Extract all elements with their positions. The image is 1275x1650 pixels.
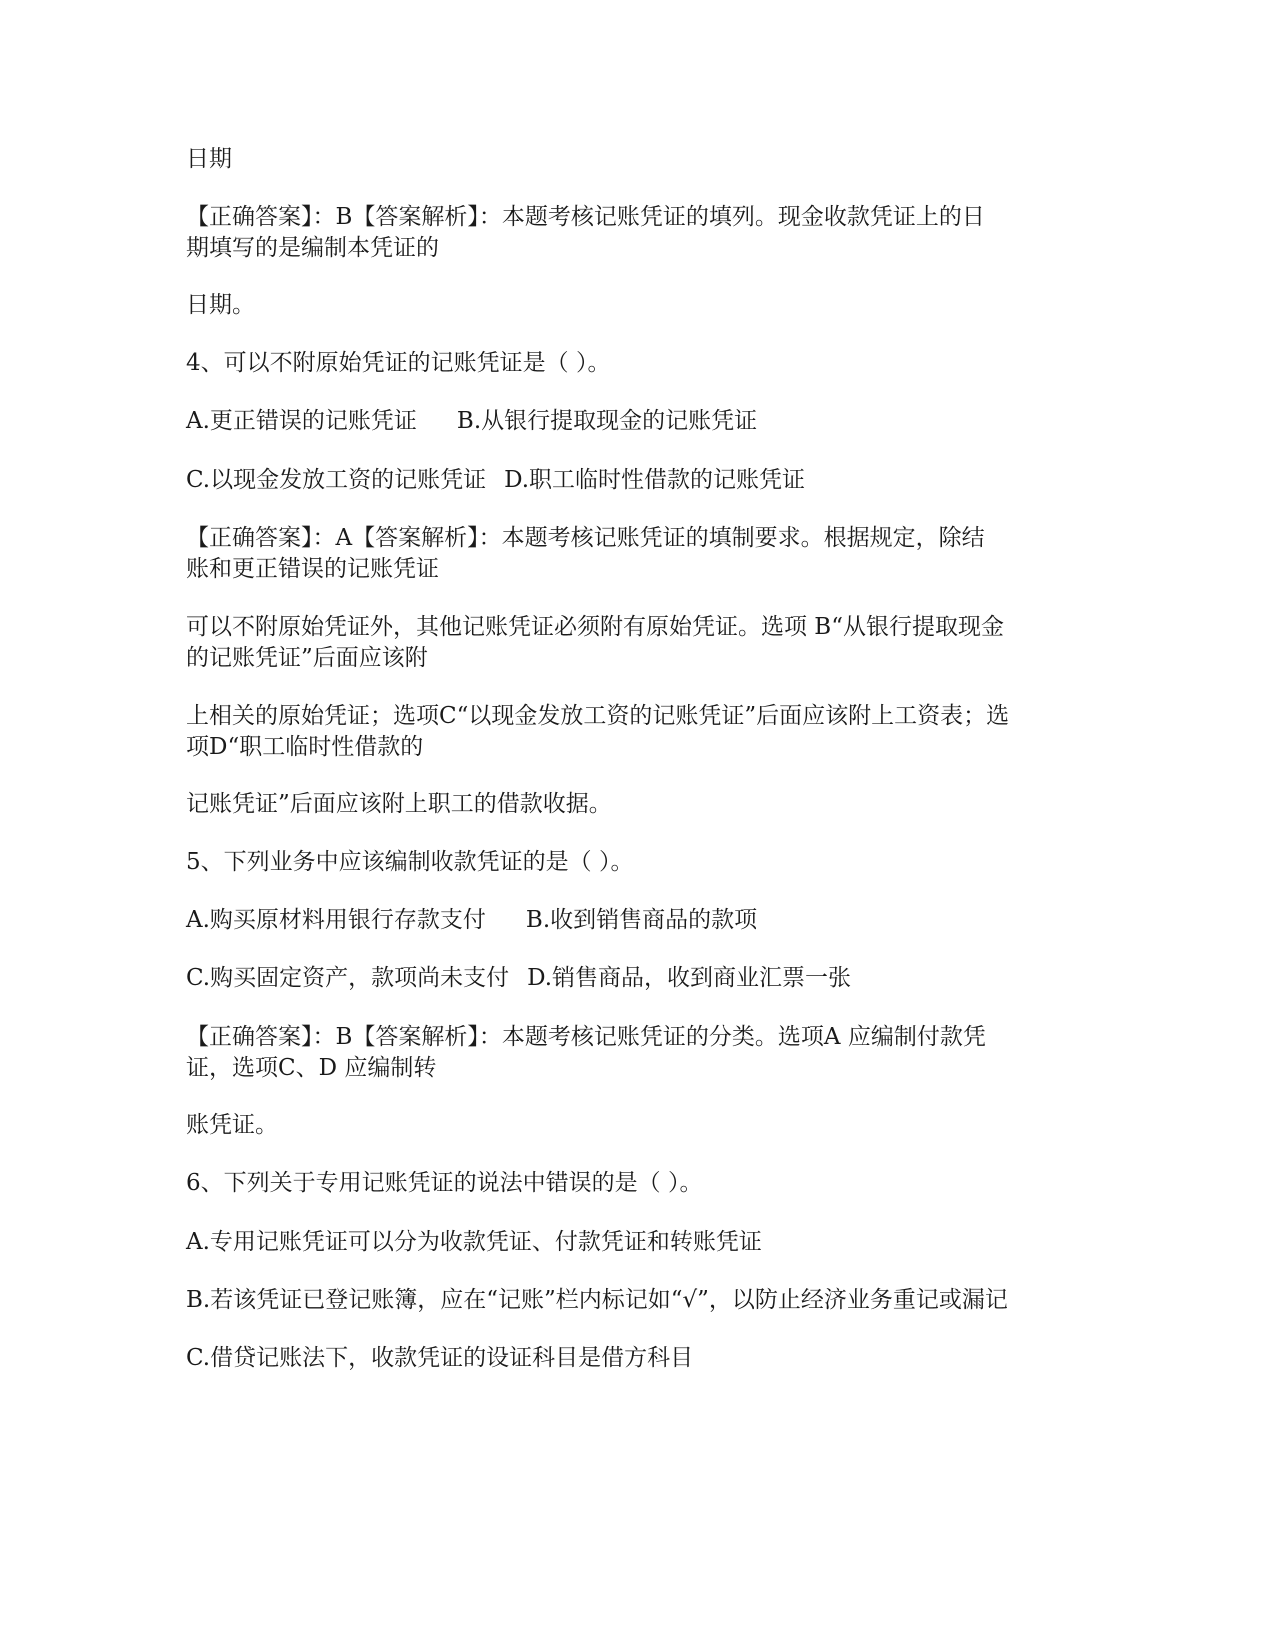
question-5: 5、下列业务中应该编制收款凭证的是（ ）。 [186, 849, 634, 875]
text-line: 日期。 [186, 292, 255, 318]
question-6: 6、下列关于专用记账凭证的说法中错误的是（ ）。 [186, 1170, 703, 1196]
option-d: D.销售商品，收到商业汇票一张 [527, 965, 852, 991]
text-line: 账凭证。 [186, 1112, 278, 1138]
option-a: A.专用记账凭证可以分为收款凭证、付款凭证和转账凭证 [186, 1229, 762, 1255]
answer-line: 【正确答案】：B【答案解析】：本题考核记账凭证的填列。现金收款凭证上的日 [186, 204, 985, 230]
text-line: 日期 [186, 146, 232, 172]
question-4: 4、可以不附原始凭证的记账凭证是（ ）。 [186, 350, 611, 376]
options-line [186, 465, 1086, 496]
explanation-line: 可以不附原始凭证外，其他记账凭证必须附有原始凭证。选项 B“从银行提取现金 [186, 614, 1004, 640]
options-line [186, 406, 1086, 437]
option-a: A.购买原材料用银行存款支付 [186, 907, 486, 933]
answer-line: 【正确答案】：B【答案解析】：本题考核记账凭证的分类。选项A 应编制付款凭 [186, 1024, 986, 1050]
explanation-line: 上相关的原始凭证；选项C“以现金发放工资的记账凭证”后面应该附上工资表；选 [186, 703, 1010, 729]
explanation-line: 记账凭证”后面应该附上职工的借款收据。 [186, 791, 612, 817]
option-b: B.若该凭证已登记账簿，应在“记账”栏内标记如“√”，以防止经济业务重记或漏记 [186, 1287, 1008, 1313]
answer-line: 期填写的是编制本凭证的 [186, 235, 439, 261]
option-b: B.收到销售商品的款项 [525, 907, 758, 933]
option-c: C.以现金发放工资的记账凭证 [186, 467, 487, 493]
option-a: A.更正错误的记账凭证 [186, 408, 417, 434]
explanation-line: 的记账凭证”后面应该附 [186, 645, 428, 671]
answer-line: 证，选项C、D 应编制转 [186, 1055, 437, 1081]
answer-line: 账和更正错误的记账凭证 [186, 556, 439, 582]
answer-line: 【正确答案】：A【答案解析】：本题考核记账凭证的填制要求。根据规定，除结 [186, 525, 985, 551]
explanation-line: 项D“职工临时性借款的 [186, 734, 424, 760]
option-c: C.借贷记账法下，收款凭证的设证科目是借方科目 [186, 1345, 694, 1371]
option-c: C.购买固定资产，款项尚未支付 [186, 965, 510, 991]
options-line [186, 963, 1086, 994]
options-line [186, 905, 1086, 936]
option-b: B.从银行提取现金的记账凭证 [456, 408, 758, 434]
option-d: D.职工临时性借款的记账凭证 [504, 467, 806, 493]
